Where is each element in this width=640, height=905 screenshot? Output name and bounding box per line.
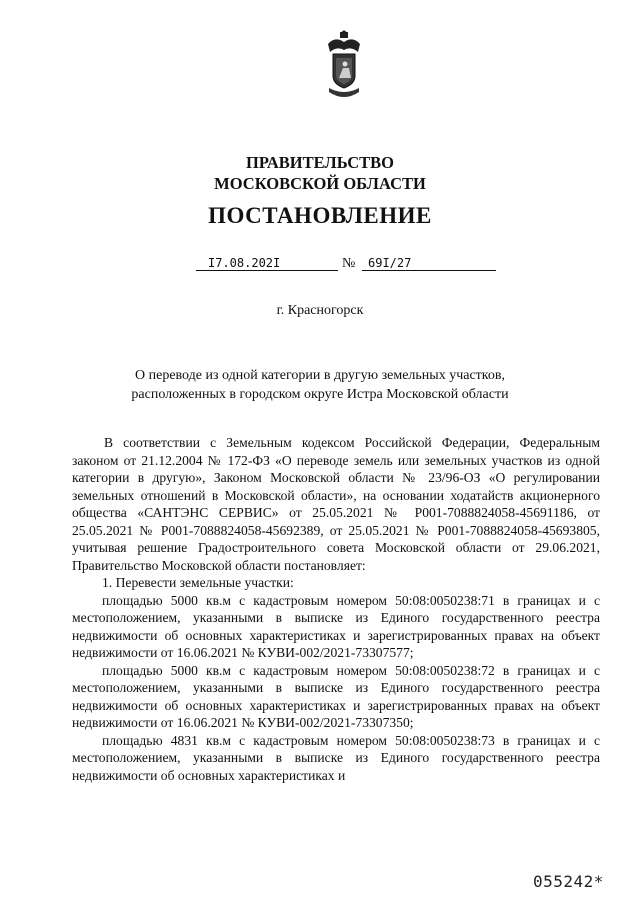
subject-line-1: О переводе из одной категории в другую земельных участков, [135, 368, 505, 383]
document-type-title: ПОСТАНОВЛЕНИЕ [208, 203, 432, 228]
document-number: 69I/27 [362, 256, 496, 271]
land-plot-item: площадью 5000 кв.м с кадастровым номером 50:08:0050238:71 в границах и с местоположением, указанными в выписке из Единого государственного реестра недвижимости об основных характеристиках и зарегистрированных правах на объект недвижимости от 16.06.2021 № КУВИ-002/2021-73307577; [72, 592, 600, 660]
land-plot-item: площадью 4831 кв.м с кадастровым номером 50:08:0050238:73 в границах и с местоположением, указанными в выписке из Единого государственного реестра недвижимости об основных характеристиках и [72, 732, 600, 783]
point-1-heading: 1. Перевести земельные участки: [102, 575, 294, 590]
coat-of-arms-icon [325, 30, 363, 104]
city-line: г. Красногорск [276, 303, 364, 318]
subject-line-2: расположенных в городском округе Истра Московской области [131, 387, 509, 402]
land-plot-item: площадью 5000 кв.м с кадастровым номером 50:08:0050238:72 в границах и с местоположением, указанными в выписке из Единого государственного реестра недвижимости об основных характеристиках и зарегистрированных правах на объект недвижимости от 16.06.2021 № КУВИ-002/2021-73307350; [72, 662, 600, 730]
organization-name [0, 152, 640, 194]
document-subject [0, 366, 640, 404]
org-line-1: ПРАВИТЕЛЬСТВО [246, 153, 394, 172]
org-line-2: МОСКОВСКОЙ ОБЛАСТИ [214, 174, 426, 193]
intro-paragraph: В соответствии с Земельным кодексом Российской Федерации, Федеральным законом от 21.12.2004 № 172-ФЗ «О переводе земель или земельных участков из одной категории в другую», Законом Московской области № 23/96-ОЗ «О регулировании земельных отношений в Московской области», на основании ходатайств акционерного общества «САНТЭНС СЕРВИС» от 25.05.2021 № Р001-7088824058-45691186, от 25.05.2021 № Р001-7088824058-45692389, от 25.05.2021 № Р001-7088824058-45693805, учитывая решение Градостроительного совета Московской области от 29.06.2021, Правительство Московской области постановляет: [72, 435, 600, 573]
number-label: № [342, 256, 356, 271]
serial-number-stamp: 055242* [533, 872, 604, 891]
document-date: I7.08.202I [196, 256, 338, 271]
document-body [72, 434, 600, 784]
date-number-line [196, 256, 496, 276]
